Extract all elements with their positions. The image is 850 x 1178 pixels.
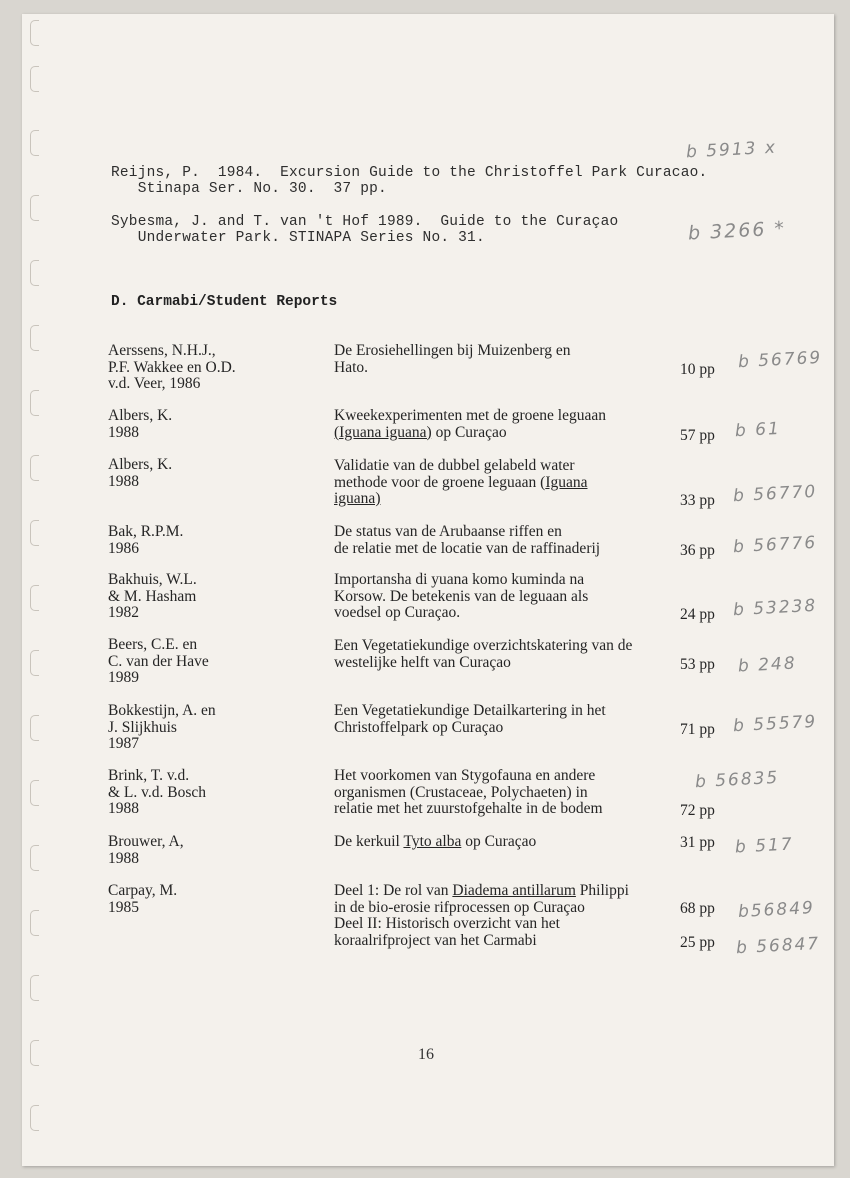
report-author: Brouwer, A, 1988 bbox=[108, 833, 184, 867]
report-pages: 24 pp bbox=[680, 606, 715, 623]
handwritten-note: b 56770 bbox=[732, 481, 818, 507]
handwritten-note: b 53238 bbox=[732, 595, 818, 621]
report-title: Importansha di yuana komo kuminda na Korsow. De betekenis van de leguaan als voedsel op Curaçao. bbox=[334, 571, 589, 621]
report-pages: 33 pp bbox=[680, 492, 715, 509]
report-pages: 53 pp bbox=[680, 656, 715, 673]
report-title: Een Vegetatiekundige overzichtskatering van de westelijke helft van Curaçao bbox=[334, 637, 633, 671]
page-number: 16 bbox=[418, 1046, 434, 1063]
report-title: Kweekexperimenten met de groene leguaan (Iguana iguana) op Curaçao bbox=[334, 407, 606, 441]
handwritten-note: b 55579 bbox=[732, 711, 818, 737]
report-title: Validatie van de dubbel gelabeld water methode voor de groene leguaan (Iguana iguana) bbox=[334, 457, 588, 507]
handwritten-note: b 3266 * bbox=[687, 217, 787, 245]
reference-2-line1: Sybesma, J. and T. van 't Hof 1989. Guide to the Curaçao bbox=[111, 214, 619, 230]
binding-holes bbox=[30, 20, 44, 1160]
handwritten-note: b 61 bbox=[734, 418, 782, 442]
report-title: Het voorkomen van Stygofauna en andere organismen (Crustaceae, Polychaeten) in relatie met het zuurstofgehalte in de bodem bbox=[334, 767, 603, 817]
report-title: Een Vegetatiekundige Detailkartering in het Christoffelpark op Curaçao bbox=[334, 702, 606, 736]
report-pages: 71 pp bbox=[680, 721, 715, 738]
report-title: De kerkuil Tyto alba op Curaçao bbox=[334, 833, 537, 850]
report-title: De status van de Arubaanse riffen en de relatie met de locatie van de raffinaderij bbox=[334, 523, 601, 557]
handwritten-note: b 517 bbox=[734, 834, 795, 858]
report-pages: 25 pp bbox=[680, 934, 715, 951]
report-title: De Erosiehellingen bij Muizenberg en Hato. bbox=[334, 342, 571, 376]
reference-1-line1: Reijns, P. 1984. Excursion Guide to the Christoffel Park Curacao. bbox=[111, 165, 708, 181]
handwritten-note: b 56776 bbox=[732, 532, 818, 558]
report-author: Carpay, M. 1985 bbox=[108, 882, 178, 916]
reference-1-line2: Stinapa Ser. No. 30. 37 pp. bbox=[111, 181, 387, 197]
section-heading: D. Carmabi/Student Reports bbox=[111, 294, 338, 310]
handwritten-note: b56849 bbox=[737, 898, 816, 922]
report-author: Beers, C.E. en C. van der Have 1989 bbox=[108, 636, 209, 686]
report-author: Aerssens, N.H.J., P.F. Wakkee en O.D. v.d. Veer, 1986 bbox=[108, 342, 236, 392]
report-pages: 31 pp bbox=[680, 834, 715, 851]
report-author: Brink, T. v.d. & L. v.d. Bosch 1988 bbox=[108, 767, 207, 817]
report-pages: 36 pp bbox=[680, 542, 715, 559]
handwritten-note: b 56847 bbox=[735, 933, 821, 959]
report-author: Bakhuis, W.L. & M. Hasham 1982 bbox=[108, 571, 197, 621]
report-title: Deel 1: De rol van Diadema antillarum Philippi in de bio-erosie rifprocessen op Curaçao Deel II: Historisch overzicht van het koraalrifproject van het Carmabi bbox=[334, 882, 629, 949]
report-pages: 10 pp bbox=[680, 361, 715, 378]
report-pages: 68 pp bbox=[680, 900, 715, 917]
report-author: Albers, K. 1988 bbox=[108, 456, 173, 490]
handwritten-note: b 5913 x bbox=[685, 137, 778, 163]
report-pages: 57 pp bbox=[680, 427, 715, 444]
report-pages: 72 pp bbox=[680, 802, 715, 819]
report-author: Albers, K. 1988 bbox=[108, 407, 173, 441]
handwritten-note: b 248 bbox=[737, 653, 798, 677]
handwritten-note: b 56835 bbox=[694, 767, 780, 793]
reference-2-line2: Underwater Park. STINAPA Series No. 31. bbox=[111, 230, 485, 246]
handwritten-note: b 56769 bbox=[737, 347, 823, 373]
report-author: Bak, R.P.M. 1986 bbox=[108, 523, 184, 557]
report-author: Bokkestijn, A. en J. Slijkhuis 1987 bbox=[108, 702, 216, 752]
